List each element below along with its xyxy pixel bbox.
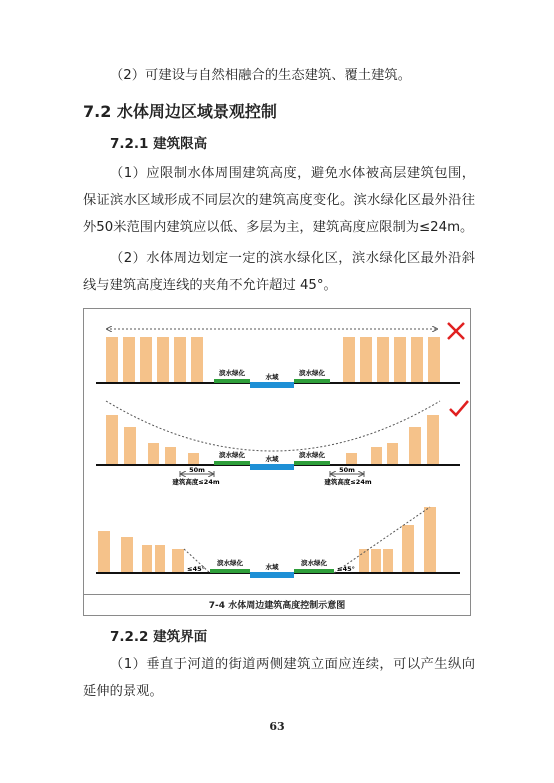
label-angle-right: ≤45°: [337, 565, 355, 573]
water-body: [250, 572, 294, 578]
paragraph-angle-limit: （2）水体周边划定一定的滨水绿化区，滨水绿化区最外沿斜线与建筑高度连线的夹角不允许超过 45°。: [83, 251, 475, 293]
label-green-left: 滨水绿化: [219, 369, 245, 377]
green-belt-right: [294, 569, 334, 573]
buildings-right-stepped: [346, 415, 439, 465]
paragraph-continuous-facade: （1）垂直于河道的街道两侧建筑立面应连续，可以产生纵向延伸的景观。: [83, 657, 475, 699]
buildings-right-angle: [359, 507, 436, 573]
height-control-diagram: [84, 309, 470, 594]
buildings-left-angle: [98, 531, 184, 573]
panel-angle: [96, 507, 460, 578]
label-water: 水域: [265, 563, 279, 571]
range-50m-left: [172, 466, 219, 486]
paragraph-ecological-buildings: （2）可建设与自然相融合的生态建筑、覆土建筑。: [110, 68, 411, 83]
green-belt-left: [210, 569, 250, 573]
label-green-left: 滨水绿化: [217, 559, 243, 567]
subsection-title-height-limit: 7.2.1 建筑限高: [110, 136, 208, 152]
correct-check-icon: [450, 401, 468, 415]
tall-buildings-right: [343, 337, 440, 383]
label-height-left: 建筑高度≤24m: [172, 478, 220, 486]
label-height-right: 建筑高度≤24m: [324, 478, 372, 486]
height-control-figure: [83, 308, 471, 616]
range-50m-right: [324, 466, 371, 486]
figure-caption: 7-4 水体周边建筑高度控制示意图: [84, 594, 470, 617]
label-50m-left: 50m: [189, 466, 205, 474]
section-title: 7.2 水体周边区域景观控制: [83, 102, 277, 121]
buildings-left-stepped: [106, 415, 199, 465]
label-water: 水域: [265, 455, 279, 463]
label-angle-left: ≤45°: [187, 565, 205, 573]
subsection-title-building-interface: 7.2.2 建筑界面: [110, 629, 208, 645]
panel-correct: [96, 401, 468, 486]
water-body: [250, 464, 294, 470]
page-number: 63: [269, 720, 285, 733]
wrong-cross-icon: [448, 323, 464, 339]
label-green-right: 滨水绿化: [301, 559, 327, 567]
paragraph-height-limit: （1）应限制水体周围建筑高度，避免水体被高层建筑包围，保证滨水区域形成不同层次的建筑高度变化。滨水绿化区最外沿往外50米范围内建筑应以低、多层为主，建筑高度应限制为≤24m。: [83, 166, 475, 235]
label-50m-right: 50m: [339, 466, 355, 474]
label-green-right: 滨水绿化: [299, 369, 325, 377]
green-belt-right: [294, 379, 330, 383]
water-body: [250, 382, 294, 388]
label-green-left: 滨水绿化: [219, 451, 245, 459]
tall-buildings-left: [106, 337, 203, 383]
panel-wrong: [96, 323, 464, 388]
green-belt-left: [214, 461, 250, 465]
label-water: 水域: [265, 373, 279, 381]
angle-line-right: [334, 507, 430, 573]
green-belt-right: [294, 461, 330, 465]
green-belt-left: [214, 379, 250, 383]
label-green-right: 滨水绿化: [299, 451, 325, 459]
